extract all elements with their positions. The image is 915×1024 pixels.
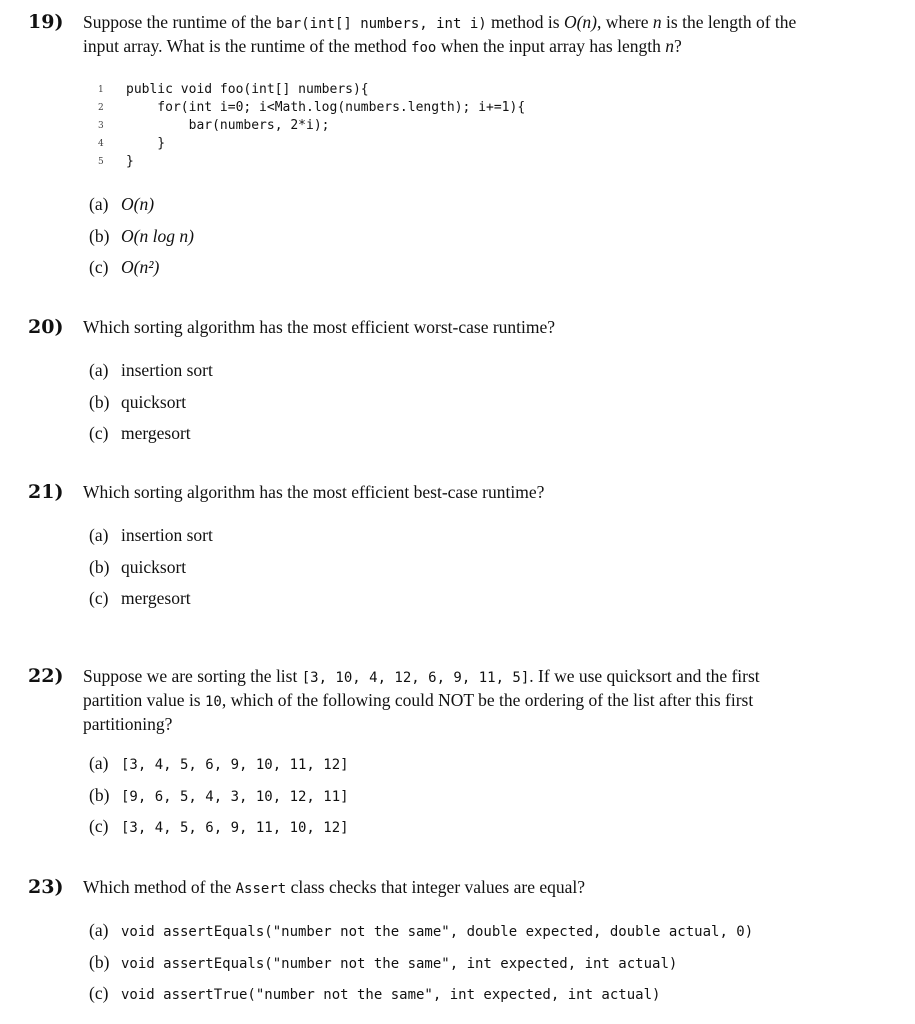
inline-code: bar(int[] numbers, int i) — [275, 16, 487, 32]
code-text: } — [126, 136, 166, 151]
line-number: 1 — [98, 85, 104, 95]
inline-math: n — [665, 36, 674, 56]
code-text: public void foo(int[] numbers){ — [126, 82, 369, 97]
inline-code: 10 — [205, 694, 222, 710]
code-text: bar(numbers, 2*i); — [126, 118, 330, 133]
answer-options — [89, 193, 194, 288]
question-stem: Suppose the runtime of the bar(int[] numbers, int i) method is O(n), where n is the length of the input array. What is the runtime of the method foo when the input array has length n? — [83, 12, 797, 56]
line-number: 5 — [98, 157, 104, 167]
option-c[interactable]: (c) [3, 4, 5, 6, 9, 11, 10, 12] — [89, 816, 349, 836]
line-number: 4 — [98, 139, 104, 149]
option-c[interactable]: (c) void assertTrue("number not the same", int expected, int actual) — [89, 983, 661, 1003]
option-c[interactable]: (c) O(n²) — [89, 257, 160, 277]
option-a[interactable]: (a) O(n) — [89, 194, 155, 214]
inline-code: foo — [411, 40, 437, 56]
question-number: 23) — [28, 876, 64, 898]
question-number: 20) — [28, 316, 64, 338]
option-b[interactable]: (b) [9, 6, 5, 4, 3, 10, 12, 11] — [89, 784, 349, 805]
option-b[interactable]: (b) void assertEquals("number not the same", int expected, int actual) — [89, 951, 678, 972]
inline-code: Assert — [235, 881, 287, 897]
answer-options — [89, 752, 349, 847]
question-stem: Suppose we are sorting the list [3, 10, 4, 12, 6, 9, 11, 5]. If we use quicksort and the first partition value is 10, which of the following could NOT be the ordering of the list after this first partitioning? — [83, 666, 760, 734]
option-a[interactable]: (a) insertion sort — [89, 525, 213, 545]
answer-options — [89, 359, 213, 454]
question-number: 22) — [28, 665, 64, 687]
question-stem: Which sorting algorithm has the most efficient worst-case runtime? — [83, 317, 556, 337]
inline-math: n — [652, 12, 662, 32]
question-stem: Which sorting algorithm has the most efficient best-case runtime? — [83, 482, 545, 502]
line-number: 2 — [98, 103, 104, 113]
option-b[interactable]: (b) quicksort — [89, 556, 187, 577]
option-a[interactable]: (a) insertion sort — [89, 360, 213, 380]
inline-code: [3, 10, 4, 12, 6, 9, 11, 5] — [301, 670, 530, 686]
question-number: 19) — [28, 11, 64, 33]
option-c[interactable]: (c) mergesort — [89, 423, 191, 443]
question-stem: Which method of the Assert class checks that integer values are equal? — [83, 877, 586, 897]
option-b[interactable]: (b) O(n log n) — [89, 225, 194, 246]
inline-math: O(n) — [563, 12, 598, 32]
question-number: 21) — [28, 481, 64, 503]
option-a[interactable]: (a) void assertEquals("number not the same", double expected, double actual, 0) — [89, 920, 754, 940]
code-text: for(int i=0; i<Math.log(numbers.length); i+=1){ — [126, 100, 526, 115]
answer-options — [89, 524, 213, 619]
line-number: 3 — [98, 121, 104, 131]
code-text: } — [126, 154, 134, 169]
option-c[interactable]: (c) mergesort — [89, 588, 191, 608]
answer-options — [89, 919, 753, 1014]
option-b[interactable]: (b) quicksort — [89, 391, 187, 412]
option-a[interactable]: (a) [3, 4, 5, 6, 9, 10, 11, 12] — [89, 753, 349, 773]
